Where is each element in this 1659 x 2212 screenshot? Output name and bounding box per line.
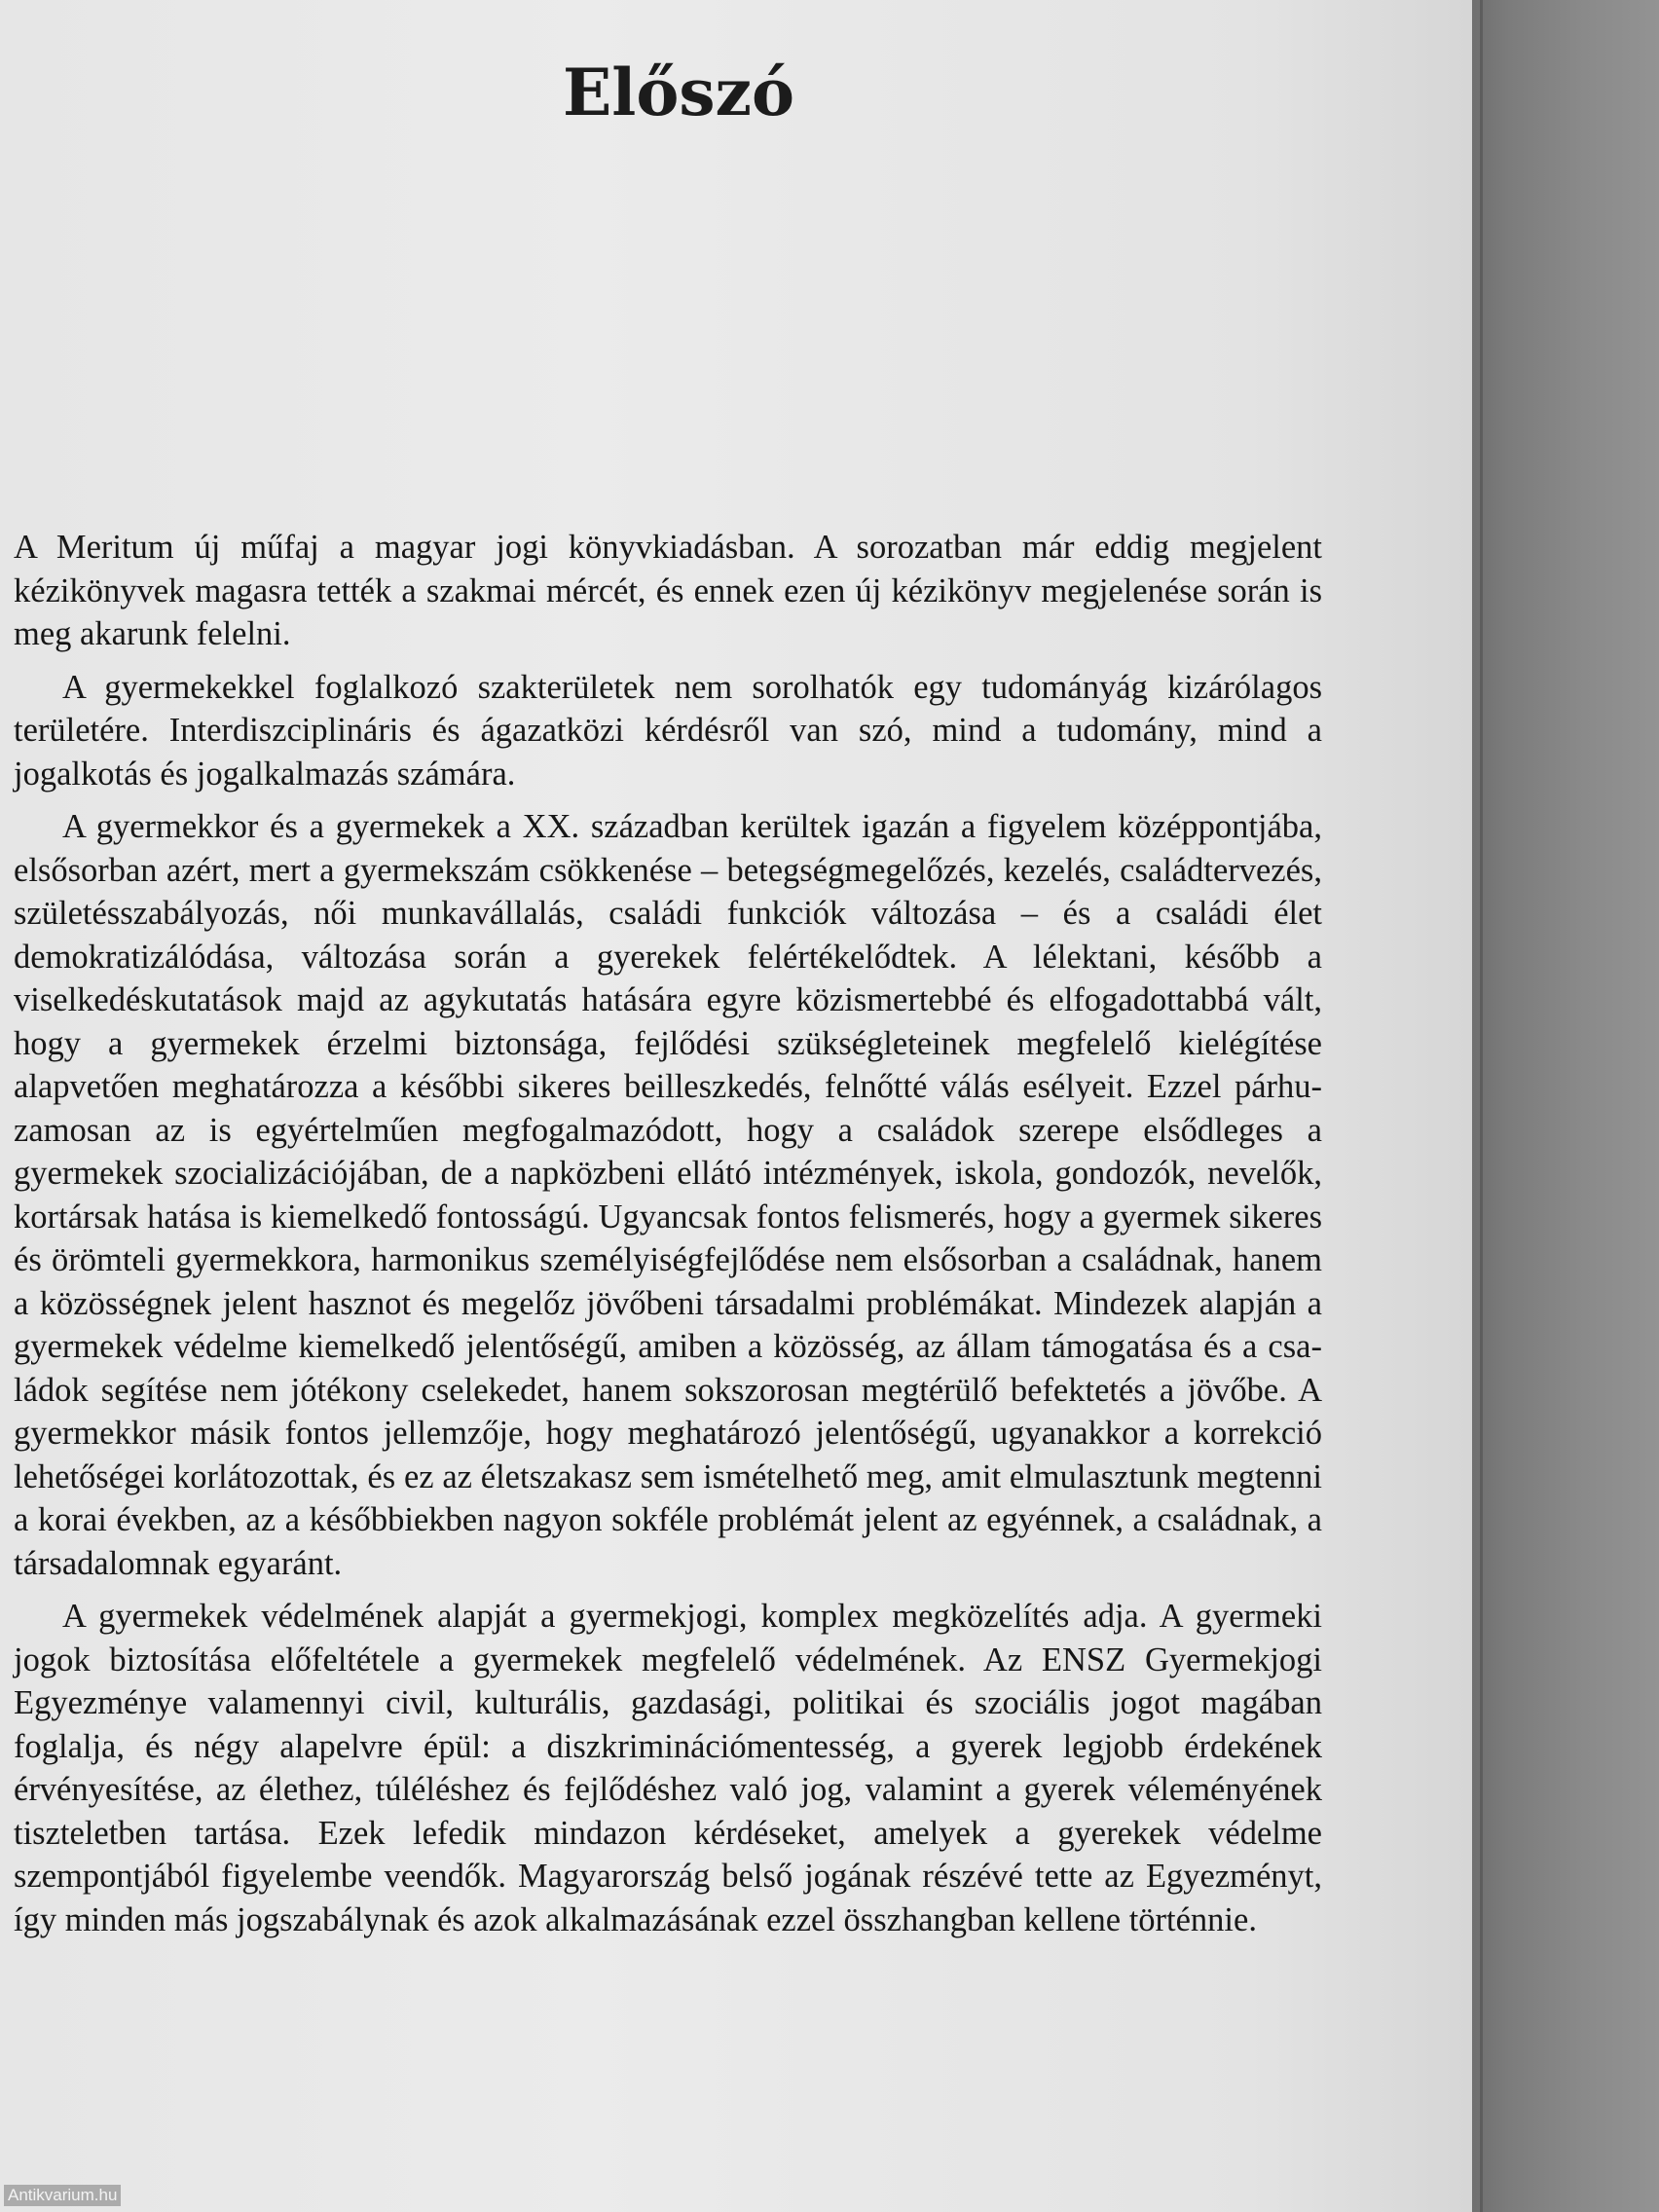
body-text xyxy=(14,526,1322,1941)
watermark: Antikvarium.hu xyxy=(4,2185,121,2206)
page-edge-line xyxy=(1480,0,1483,2212)
paragraph-2: A gyermekekkel foglalkozó szakterületek nem sorolhatók egy tudományág kizárólagos területére. Interdiszciplináris és ágazatközi kérdésről van szó, mind a tudomány, mind a jogalkotás és jogalkalmazás számára. xyxy=(14,668,1322,793)
paragraph-1: A Meritum új műfaj a magyar jogi könyvkiadásban. A sorozatban már eddig megjelent kézikönyvek magasra tették a szakmai mércét, és ennek ezen új kézikönyv megjelenése során is meg akarunk felelni. xyxy=(14,529,1322,652)
paragraph-3: A gyermekkor és a gyermekek a XX. században kerültek igazán a figyelem középpontjába, elsősorban azért, mert a gyermekszám csökkenése – betegségmegelőzés, kezelés, családtervezés, születésszabályozás, női munkavállalás, családi funkciók változása – és a családi élet demokratizálódása, változása során a gyerekek felértékelődtek. A lélektani, később a viselkedéskutatások majd az agykutatás hatására egyre közismertebbé és elfogadottabbá vált, hogy a gyermekek érzelmi biztonsága, fejlődési szükségleteinek megfelelő kielégítése alapvetően meghatározza a későbbi sikeres beilleszkedés, felnőtté válás esélyeit. Ezzel párhuzamosan az is egyértelműen megfogalmazódott, hogy a családok szerepe elsődleges a gyermekek szocializációjában, de a napközbeni ellátó intézmények, iskola, gondozók, nevelők, kortársak hatása is kiemelkedő fontosságú. Ugyancsak fontos felismerés, hogy a gyermek sikeres és örömteli gyermekkora, harmonikus személyiségfejlődése nem elsősorban a családnak, hanem a közösségnek jelent hasznot és megelőz jövőbeni társadalmi problémákat. Mindezek alapján a gyermekek védelme kiemelkedő jelentőségű, amiben a közösség, az állam támogatása és a családok segítése nem jótékony cselekedet, hanem sokszorosan megtérülő befektetés a jövőbe. A gyermekkor másik fontos jellemzője, hogy meghatározó jelentőségű, ugyanakkor a korrekció lehetőségei korlátozottak, és ez az életszakasz sem ismételhető meg, amit elmulasztunk megtenni a korai években, az a későbbiekben nagyon sokféle problémát jelent az egyénnek, a családnak, a társadalomnak egyaránt. xyxy=(14,808,1322,1582)
paragraph-4: A gyermekek védelmének alapját a gyermekjogi, komplex megközelítés adja. A gyermeki jogok biztosítása előfeltétele a gyermekek megfelelő védelmének. Az ENSZ Gyermekjogi Egyezménye valamennyi civil, kulturális, gazdasági, politikai és szociális jogot magában foglalja, és négy alapelvre épül: a diszkriminációmentesség, a gyerek legjobb érdekének érvényesítése, az élethez, túléléshez és fejlődéshez való jog, valamint a gyerek véleményének tiszteletben tartása. Ezek lefedik mindazon kérdéseket, amelyek a gyerekek védelme szempontjából figyelembe veendők. Magyarország belső jogának részévé tette az Egyezményt, így minden más jogszabálynak és azok alkalmazásának ezzel összhangban kellene történnie. xyxy=(14,1598,1322,1938)
book-edge xyxy=(1472,0,1659,2212)
page-title: Előszó xyxy=(563,55,795,130)
